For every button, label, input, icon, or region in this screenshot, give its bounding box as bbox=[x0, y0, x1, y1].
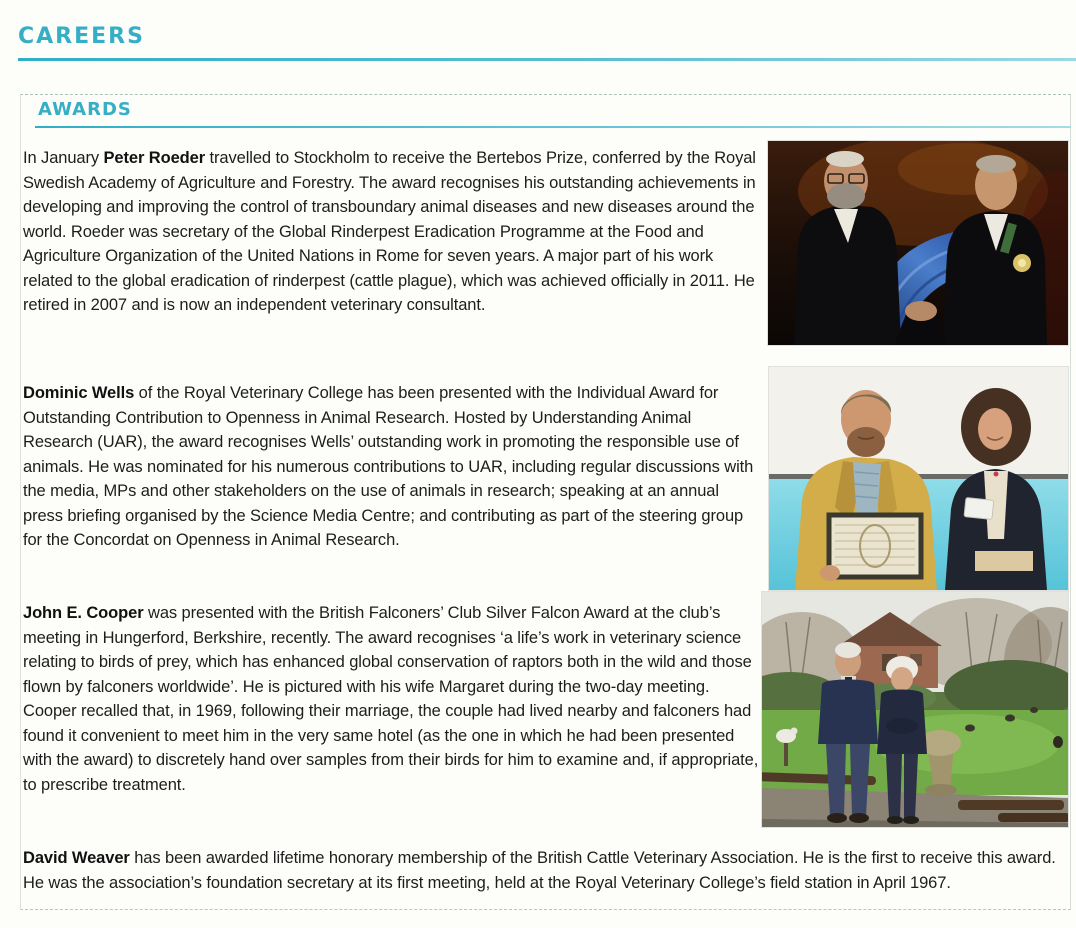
photo-wells-award-image bbox=[769, 367, 1068, 590]
paragraph-body: has been awarded lifetime honorary membership of the British Cattle Veterinary Association. He is the first to receive this award. He was the association’s foundation secretary at its first meeting, held at the Royal Veterinary College’s field station in April 1967. bbox=[23, 849, 1056, 892]
awards-section-title: AWARDS bbox=[38, 99, 132, 120]
photo-bertebos-ceremony-image bbox=[768, 141, 1068, 345]
person-name: Dominic Wells bbox=[23, 384, 135, 402]
awards-divider-rule bbox=[35, 126, 1071, 128]
paragraph-dominic-wells bbox=[23, 381, 760, 553]
paragraph-body: travelled to Stockholm to receive the Bertebos Prize, conferred by the Royal Swedish Academy of Agriculture and Forestry. The award recognises his outstanding achievements in developing and improving the control of transboundary animal diseases and new diseases around the world. Roeder was secretary of the Global Rinderpest Eradication Programme at the Food and Agriculture Organization of the United Nations in Rome for seven years. A major part of his work related to the global eradication of rinderpest (cattle plague), which was achieved officially in 2011. He retired in 2007 and is now an independent veterinary consultant. bbox=[23, 149, 756, 314]
page-title: CAREERS bbox=[18, 24, 145, 49]
person-name: John E. Cooper bbox=[23, 604, 144, 622]
paragraph-prefix: In January bbox=[23, 149, 104, 167]
paragraph-john-cooper bbox=[23, 601, 763, 797]
photo-coopers-garden bbox=[762, 592, 1068, 827]
photo-wells-award bbox=[769, 367, 1068, 590]
photo-bertebos-ceremony bbox=[768, 141, 1068, 345]
paragraph-peter-roeder bbox=[23, 146, 760, 318]
paragraph-body: of the Royal Veterinary College has been presented with the Individual Award for Outstanding Contribution to Openness in Animal Research. Hosted by Understanding Animal Research (UAR), the award recognises Wells’ outstanding work in promoting the responsible use of animals. He was nominated for his numerous contributions to UAR, including regular discussions with the media, MPs and other stakeholders on the use of animals in research; speaking at an annual press briefing organised by the Science Media Centre; and contributing as part of the steering group for the Concordat on Openness in Animal Research. bbox=[23, 384, 754, 549]
photo-coopers-garden-image bbox=[762, 592, 1068, 827]
person-name: Peter Roeder bbox=[103, 149, 206, 167]
section-divider-rule bbox=[18, 58, 1076, 61]
person-name: David Weaver bbox=[23, 849, 130, 867]
paragraph-david-weaver bbox=[23, 846, 1063, 895]
paragraph-body: was presented with the British Falconers’ Club Silver Falcon Award at the club’s meeting in Hungerford, Berkshire, recently. The award recognises ‘a life’s work in veterinary science relating to birds of prey, which has enhanced global conservation of raptors both in the wild and those flown by falconers worldwide’. He is pictured with his wife Margaret during the two-day meeting. Cooper recalled that, in 1969, following their marriage, the couple had lived nearby and falconers had found it convenient to meet him in the very same hotel (as the one in which he had been presented with the award) to discretely hand over samples from their birds for him to examine and, if appropriate, to prescribe treatment. bbox=[23, 604, 759, 794]
